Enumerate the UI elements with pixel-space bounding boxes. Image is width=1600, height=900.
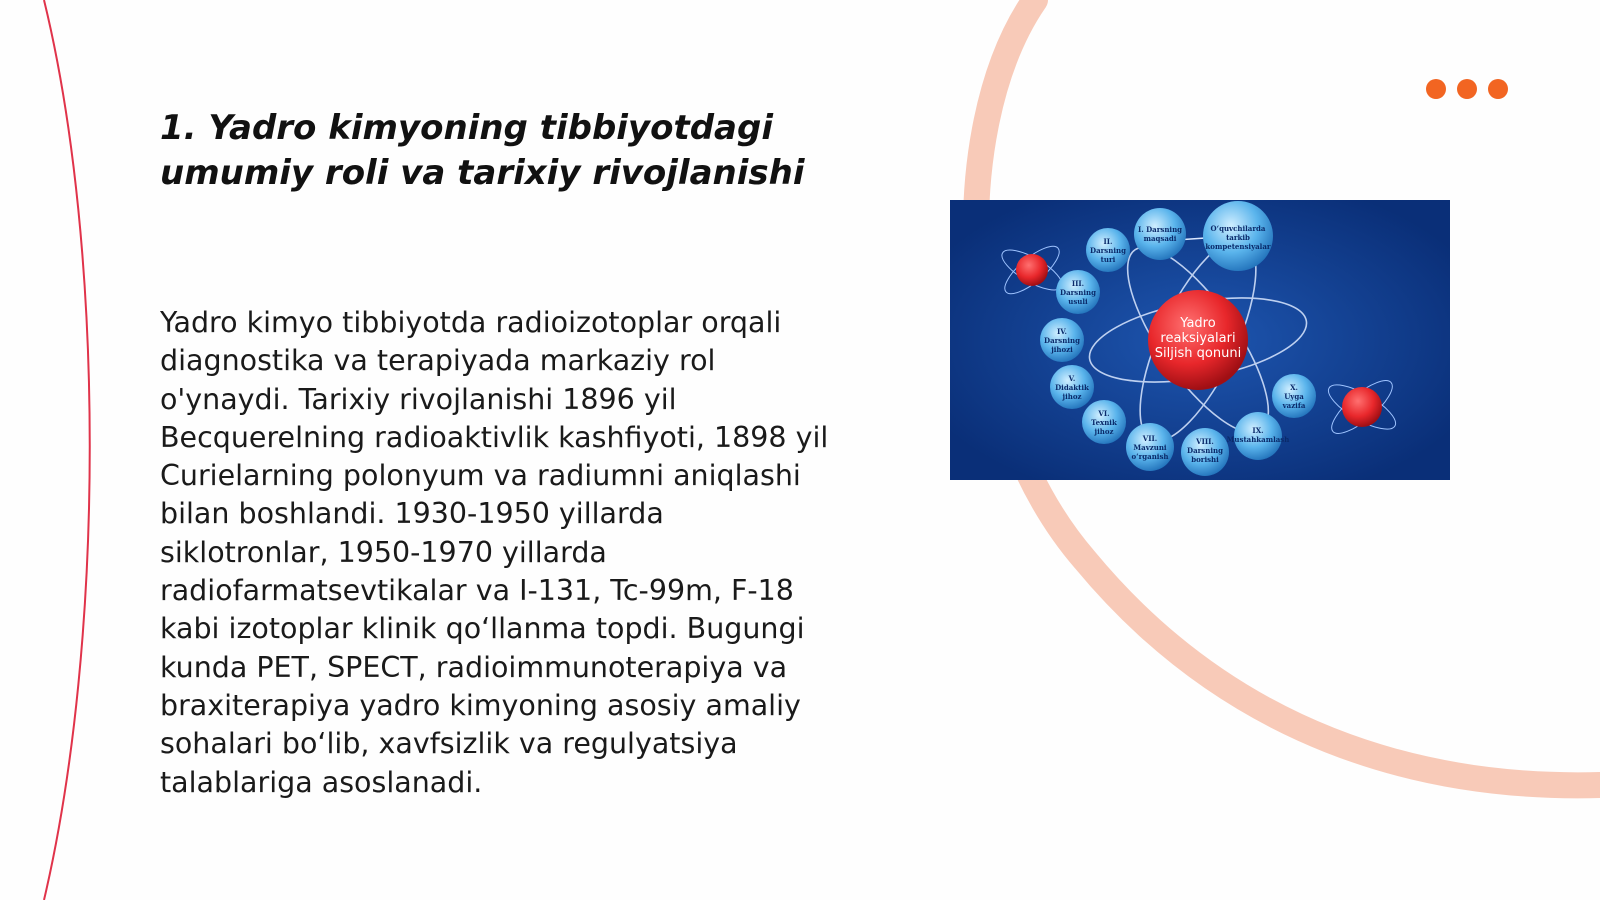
node-9 bbox=[1181, 428, 1229, 476]
center-label-1: Yadro bbox=[1180, 316, 1216, 331]
svg-text:IV.: IV. bbox=[1057, 327, 1067, 336]
svg-text:Darsning: Darsning bbox=[1044, 336, 1080, 345]
svg-text:borishi: borishi bbox=[1191, 455, 1219, 464]
dot-1 bbox=[1426, 79, 1446, 99]
atom-diagram-svg bbox=[950, 200, 1450, 480]
svg-text:turi: turi bbox=[1100, 255, 1116, 264]
left-accent-curve bbox=[44, 0, 90, 900]
node-1 bbox=[1134, 208, 1186, 260]
svg-text:Didaktik: Didaktik bbox=[1055, 383, 1089, 392]
atom-diagram-image bbox=[950, 200, 1450, 480]
svg-text:I. Darsning: I. Darsning bbox=[1137, 225, 1183, 234]
svg-text:VIII.: VIII. bbox=[1196, 437, 1214, 446]
svg-text:Darsning: Darsning bbox=[1187, 446, 1223, 455]
slide-title: 1. Yadro kimyoning tibbiyotdagi umumiy roli va tarixiy rivojlanishi bbox=[160, 108, 805, 193]
center-label-2: reaksiyalari bbox=[1160, 331, 1236, 346]
node-4 bbox=[1056, 270, 1100, 314]
node-7 bbox=[1082, 400, 1126, 444]
node-2 bbox=[1203, 201, 1273, 271]
svg-text:vazifa: vazifa bbox=[1282, 401, 1306, 410]
svg-text:usuli: usuli bbox=[1068, 297, 1088, 306]
svg-text:IX.: IX. bbox=[1252, 426, 1264, 435]
node-5 bbox=[1040, 318, 1084, 362]
svg-text:kompetensiyalar: kompetensiyalar bbox=[1205, 242, 1271, 251]
svg-text:jihoz: jihoz bbox=[1062, 392, 1082, 401]
dot-2 bbox=[1457, 79, 1477, 99]
svg-text:maqsadi: maqsadi bbox=[1143, 234, 1177, 243]
more-dots-icon bbox=[1426, 79, 1508, 99]
svg-text:Mavzuni: Mavzuni bbox=[1133, 443, 1167, 452]
svg-text:O‘quvchilarda: O‘quvchilarda bbox=[1210, 224, 1266, 233]
center-label-3: Siljish qonuni bbox=[1154, 346, 1242, 361]
svg-text:V.: V. bbox=[1068, 374, 1076, 383]
svg-text:Darsning: Darsning bbox=[1060, 288, 1096, 297]
node-6 bbox=[1050, 365, 1094, 409]
svg-text:jihozi: jihozi bbox=[1051, 345, 1073, 354]
svg-text:III.: III. bbox=[1071, 279, 1085, 288]
svg-text:VII.: VII. bbox=[1142, 434, 1158, 443]
slide-body-text: Yadro kimyo tibbiyotda radioizotoplar orqali diagnostika va terapiyada markaziy rol o'ynaydi. Tarixiy rivojlanishi 1896 yil Becquerelning radioaktivlik kashfiyoti, 1898 yil Curielarning polonyum va radiumni aniqlashi bilan boshlandi. 1930-1950 yillarda siklotronlar, 1950-1970 yillarda radiofarmatsevtikalar va I-131, Tc-99m, F-18 kabi izotoplar klinik qo‘llanma topdi. Bugungi kunda PET, SPECT, radioimmunoterapiya va braxiterapiya yadro kimyoning asosiy amaliy sohalari bo‘lib, xavfsizlik va regulyatsiya talablariga asoslanadi. bbox=[160, 306, 829, 799]
svg-text:jihoz: jihoz bbox=[1094, 427, 1114, 436]
svg-text:Texnik: Texnik bbox=[1091, 418, 1117, 427]
svg-text:Uyga: Uyga bbox=[1284, 392, 1304, 401]
svg-text:Mustahkamlash: Mustahkamlash bbox=[1226, 435, 1290, 444]
svg-text:tarkib: tarkib bbox=[1226, 233, 1250, 242]
svg-text:II.: II. bbox=[1103, 237, 1113, 246]
svg-text:X.: X. bbox=[1290, 383, 1298, 392]
node-8 bbox=[1126, 423, 1174, 471]
node-3 bbox=[1086, 228, 1130, 272]
svg-text:VI.: VI. bbox=[1098, 409, 1110, 418]
node-11 bbox=[1272, 374, 1316, 418]
dot-3 bbox=[1488, 79, 1508, 99]
svg-text:Darsning: Darsning bbox=[1090, 246, 1126, 255]
svg-text:o‘rganish: o‘rganish bbox=[1131, 452, 1169, 461]
